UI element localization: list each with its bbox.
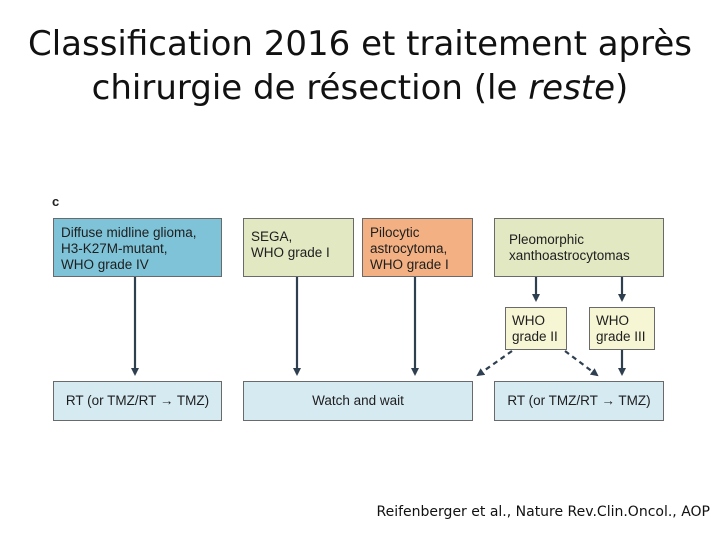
dashed-arrow-grade2-to-rt — [565, 351, 597, 375]
box-diffuse-midline-glioma — [53, 218, 222, 277]
box-who-grade-2-label: WHO grade II — [512, 313, 558, 344]
panel-letter: c — [52, 194, 60, 209]
box-rt-left — [53, 381, 222, 421]
title-emphasis: reste — [528, 68, 616, 108]
title-line-2-start: chirurgie de résection (le — [91, 68, 529, 108]
citation: Reifenberger et al., Nature Rev.Clin.Oncol., AOP — [376, 504, 710, 520]
box-rt-right-label: RT (or TMZ/RT → TMZ) — [507, 393, 651, 408]
title-line-2-end: ) — [615, 68, 629, 108]
box-sega — [243, 218, 354, 277]
box-diffuse-midline-glioma-label: Diffuse midline glioma, H3-K27M-mutant, WHO grade IV — [61, 225, 197, 272]
box-rt-right — [494, 381, 664, 421]
box-rt-left-label: RT (or TMZ/RT → TMZ) — [65, 393, 210, 408]
box-pilocytic-astrocytoma — [362, 218, 473, 277]
dashed-arrow-grade2-to-watch — [478, 351, 512, 375]
box-pleomorphic-xanthoastrocytomas-label: Pleomorphic xanthoastrocytomas — [509, 232, 630, 263]
box-sega-label: SEGA, WHO grade I — [251, 229, 330, 260]
box-pilocytic-astrocytoma-label: Pilocytic astrocytoma, WHO grade I — [370, 225, 449, 272]
box-who-grade-3-label: WHO grade III — [596, 313, 646, 344]
box-who-grade-3 — [589, 307, 655, 350]
box-who-grade-2 — [505, 307, 567, 350]
box-watch-and-wait — [243, 381, 473, 421]
box-pleomorphic-xanthoastrocytomas — [494, 218, 664, 277]
title-line-1: Classification 2016 et traitement après — [27, 24, 692, 64]
box-watch-and-wait-label: Watch and wait — [312, 393, 404, 408]
